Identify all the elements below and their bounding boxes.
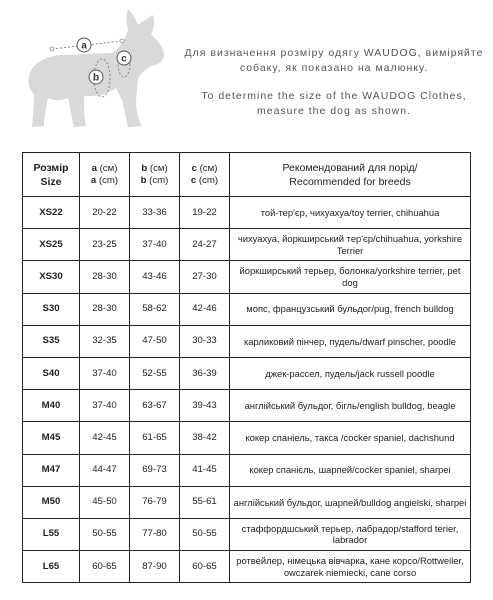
breeds-cell: англійський бульдог, бігль/english bulldog, beagle [230, 390, 471, 422]
a-cell: 45-50 [80, 486, 130, 518]
a-cell: 23-25 [80, 229, 130, 261]
size-cell: M47 [23, 454, 80, 486]
b-cell: 43-46 [130, 261, 180, 293]
b-cell: 52-55 [130, 357, 180, 389]
c-cell: 24-27 [180, 229, 230, 261]
b-cell: 63-67 [130, 390, 180, 422]
header-c-letter-en: c [190, 174, 197, 186]
breeds-cell: кокер спанієль, шарпей/cocker spaniel, sharpei [230, 454, 471, 486]
c-cell: 19-22 [180, 197, 230, 229]
size-cell: M40 [23, 390, 80, 422]
a-cell: 32-35 [80, 325, 130, 357]
header-a-letter-ua: a [91, 162, 97, 174]
header-c [180, 153, 230, 197]
table-row [23, 293, 471, 325]
table-header-row [23, 153, 471, 197]
b-cell: 58-62 [130, 293, 180, 325]
measure-a-dot-end [120, 39, 124, 43]
header-size-ua: Розмір [33, 161, 69, 174]
b-cell: 33-36 [130, 197, 180, 229]
size-cell: M50 [23, 486, 80, 518]
c-cell: 38-42 [180, 422, 230, 454]
a-cell: 44-47 [80, 454, 130, 486]
b-cell: 47-50 [130, 325, 180, 357]
b-cell: 76-79 [130, 486, 180, 518]
table-row [23, 357, 471, 389]
dog-measurement-diagram [12, 8, 177, 133]
a-cell: 20-22 [80, 197, 130, 229]
breeds-cell: кокер спаніель, такса /cocker spaniel, dachshund [230, 422, 471, 454]
a-cell: 42-45 [80, 422, 130, 454]
size-cell: S35 [23, 325, 80, 357]
c-cell: 27-30 [180, 261, 230, 293]
b-cell: 61-65 [130, 422, 180, 454]
c-cell: 41-45 [180, 454, 230, 486]
a-cell: 60-65 [80, 551, 130, 583]
table-row [23, 454, 471, 486]
dog-silhouette [28, 9, 164, 127]
header-b-letter-ua: b [141, 162, 148, 174]
breeds-cell: стаффордшський терьер, лабрадор/stafford terier, labrador [230, 518, 471, 550]
header-b-unit-ua: (см) [147, 162, 168, 174]
table-row [23, 197, 471, 229]
table-row [23, 518, 471, 550]
size-chart-table [22, 152, 471, 583]
size-cell: L65 [23, 551, 80, 583]
size-cell: S40 [23, 357, 80, 389]
a-cell: 28-30 [80, 261, 130, 293]
c-cell: 55-61 [180, 486, 230, 518]
a-cell: 28-30 [80, 293, 130, 325]
table-row [23, 422, 471, 454]
breeds-cell: чихуахуа, йоркширський тер'єр/chihuahua, yorkshire Terrier [230, 229, 471, 261]
header-a [80, 153, 130, 197]
b-cell: 77-80 [130, 518, 180, 550]
c-cell: 60-65 [180, 551, 230, 583]
a-cell: 37-40 [80, 357, 130, 389]
size-cell: XS22 [23, 197, 80, 229]
table-row [23, 261, 471, 293]
breeds-cell: карликовий пінчер, пудель/dwarf pinscher, poodle [230, 325, 471, 357]
size-cell: S30 [23, 293, 80, 325]
table-row [23, 325, 471, 357]
size-cell: M45 [23, 422, 80, 454]
b-cell: 37-40 [130, 229, 180, 261]
size-cell: XS30 [23, 261, 80, 293]
a-cell: 50-55 [80, 518, 130, 550]
header-breeds-en: Recommended for breeds [289, 175, 411, 188]
header-c-unit-ua: (см) [196, 162, 218, 174]
a-cell: 37-40 [80, 390, 130, 422]
header-size-en: Size [40, 175, 62, 188]
header-breeds-ua: Рекомендований для порід/ [282, 161, 418, 174]
header-a-unit-ua: (см) [96, 162, 118, 174]
intro-text-en: To determine the size of the WAUDOG Clothes, measure the dog as shown. [201, 90, 467, 117]
measure-b-label: b [92, 72, 100, 84]
c-cell: 30-33 [180, 325, 230, 357]
measure-a-dot-start [50, 47, 54, 51]
header-b-unit-en: (cm) [146, 174, 169, 186]
b-cell: 87-90 [130, 551, 180, 583]
header [0, 0, 493, 140]
header-c-letter-ua: c [191, 162, 197, 174]
intro-text-ua: Для визначення розміру одягу WAUDOG, виміряйте собаку, як показано на малюнку. [184, 47, 484, 74]
breeds-cell: мопс, французський бульдог/pug, french bulldog [230, 293, 471, 325]
table-row [23, 229, 471, 261]
header-a-unit-en: (cm) [96, 174, 119, 186]
header-breeds [230, 153, 471, 197]
table-row [23, 390, 471, 422]
breeds-cell: джек-рассел, пудель/jack russell poodle [230, 357, 471, 389]
c-cell: 50-55 [180, 518, 230, 550]
table-row [23, 486, 471, 518]
breeds-cell: англійський бульдог, шарпей/bulldog angielski, sharpei [230, 486, 471, 518]
b-cell: 69-73 [130, 454, 180, 486]
breeds-cell: йоркширський терьер, болонка/yorkshire terrier, pet dog [230, 261, 471, 293]
header-size [23, 153, 80, 197]
size-cell: XS25 [23, 229, 80, 261]
measure-a-label: a [81, 40, 87, 52]
measure-c-label: c [121, 53, 127, 65]
breeds-cell: той-тер'єр, чихуахуа/toy terrier, chihuahua [230, 197, 471, 229]
table-row [23, 551, 471, 583]
c-cell: 36-39 [180, 357, 230, 389]
c-cell: 39-43 [180, 390, 230, 422]
size-cell: L55 [23, 518, 80, 550]
header-a-letter-en: a [90, 174, 97, 186]
header-b [130, 153, 180, 197]
header-b-letter-en: b [140, 174, 147, 186]
breeds-cell: ротвейлер, німецька вівчарка, кане корсо/Rottweiler, owczarek niemiecki, cane corso [230, 551, 471, 583]
c-cell: 42-46 [180, 293, 230, 325]
header-c-unit-en: (cm) [196, 174, 219, 186]
